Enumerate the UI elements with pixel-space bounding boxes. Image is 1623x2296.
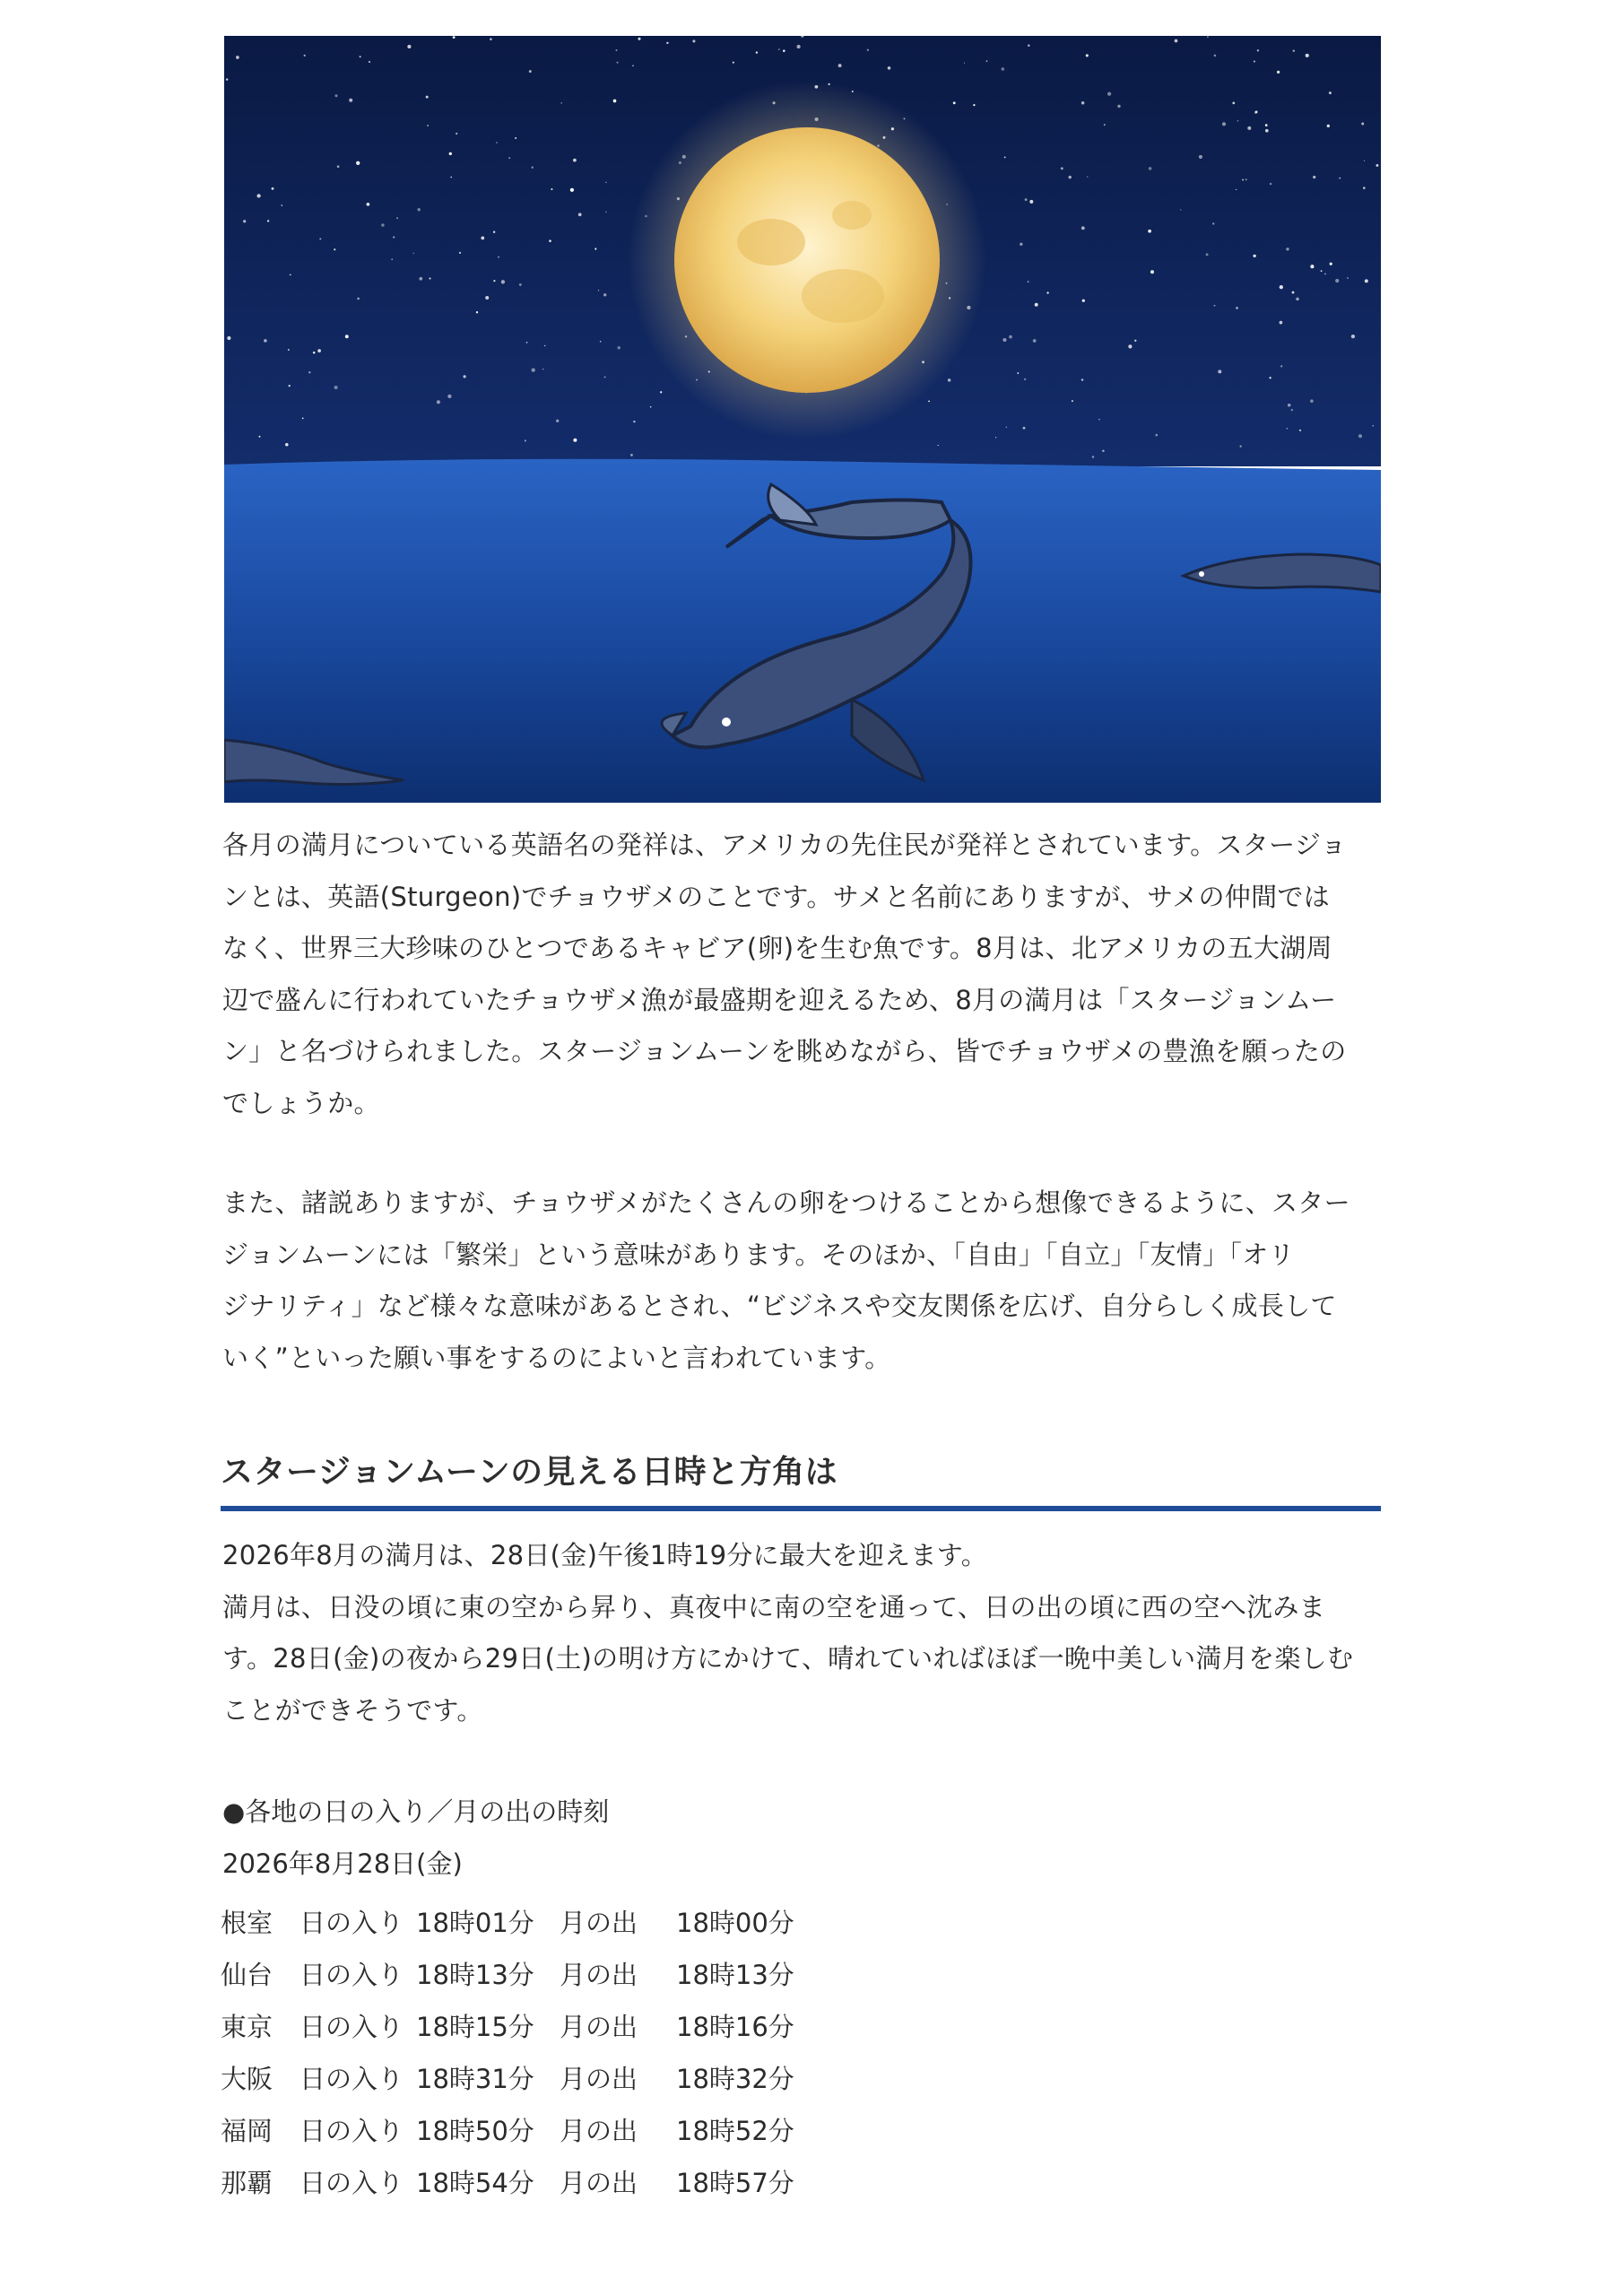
star xyxy=(1376,164,1378,167)
star xyxy=(613,100,617,103)
star xyxy=(1098,419,1099,420)
city-name: 那覇 xyxy=(221,2167,273,2198)
star xyxy=(1280,321,1283,325)
star xyxy=(1269,377,1271,378)
star xyxy=(1310,265,1314,268)
star xyxy=(1148,230,1151,233)
star xyxy=(1242,179,1244,181)
star xyxy=(1236,189,1237,190)
star xyxy=(1363,187,1366,189)
star xyxy=(337,165,340,168)
star xyxy=(456,133,457,135)
star xyxy=(615,49,617,51)
text-line: でしょうか。 xyxy=(222,1087,380,1118)
text-line: 満月は、日没の頃に東の空から昇り、真夜中に南の空を通って、日の出の頃に西の空へ沈みま xyxy=(222,1591,1326,1622)
section-heading: スタージョンムーンの見える日時と方角は xyxy=(221,1454,838,1491)
star xyxy=(1134,340,1136,342)
star xyxy=(532,368,535,371)
star xyxy=(227,336,230,340)
star xyxy=(638,38,640,40)
moon-crater xyxy=(737,219,805,265)
star xyxy=(605,211,607,213)
sunset-time: 18時13分 xyxy=(416,1959,534,1990)
star xyxy=(598,290,599,291)
text-line: ジョンムーンには「繁栄」という意味があります。そのほか、「自由」「自立」「友情」「オリ xyxy=(222,1239,1295,1270)
star xyxy=(1199,155,1202,159)
star xyxy=(308,371,310,373)
star xyxy=(356,161,360,165)
star xyxy=(551,188,552,190)
star xyxy=(1247,126,1251,130)
star xyxy=(381,223,385,227)
star xyxy=(1291,409,1293,411)
intro-paragraph xyxy=(222,820,1388,1129)
star xyxy=(632,65,634,66)
star xyxy=(928,401,930,403)
star xyxy=(450,177,452,178)
star xyxy=(285,443,289,447)
star xyxy=(1296,298,1299,301)
moonrise-time: 18時52分 xyxy=(676,2115,794,2146)
star xyxy=(288,349,290,351)
moonrise-time: 18時57分 xyxy=(676,2167,794,2198)
star xyxy=(1207,36,1209,38)
star xyxy=(493,280,495,282)
text-line: ことができそうです。 xyxy=(222,1694,483,1726)
sunset-label: 日の入り xyxy=(299,1907,404,1938)
star xyxy=(542,369,543,370)
star xyxy=(272,187,274,190)
sunset-label: 日の入り xyxy=(299,2011,404,2042)
star xyxy=(1028,44,1030,47)
star xyxy=(1009,335,1012,339)
star xyxy=(1128,344,1132,348)
star xyxy=(419,277,422,281)
moonrise-label: 月の出 xyxy=(560,1959,638,1990)
star xyxy=(1237,120,1239,122)
table-row xyxy=(221,2103,794,2155)
star xyxy=(427,125,429,126)
star xyxy=(1335,279,1339,283)
star xyxy=(1069,176,1072,178)
star xyxy=(447,395,451,398)
sunset-time: 18時31分 xyxy=(416,2063,534,2094)
city-name: 福岡 xyxy=(221,2115,273,2146)
star xyxy=(367,203,370,206)
star xyxy=(573,439,577,442)
star xyxy=(1020,243,1022,246)
star xyxy=(783,49,785,52)
moon-crater xyxy=(832,201,872,230)
star xyxy=(1025,198,1028,201)
text-line: また、諸説ありますが、チョウザメがたくさんの卵をつけることから想像できるように、スター xyxy=(222,1187,1350,1218)
star xyxy=(1254,61,1255,63)
table-row xyxy=(221,1947,794,1999)
star xyxy=(317,349,321,352)
star xyxy=(1218,370,1221,373)
star xyxy=(1081,378,1084,381)
star xyxy=(1292,291,1295,294)
star xyxy=(525,439,526,441)
star xyxy=(243,220,246,222)
star xyxy=(630,454,633,457)
star xyxy=(396,217,398,219)
star xyxy=(1024,378,1026,380)
star xyxy=(1330,263,1332,265)
star xyxy=(1082,300,1085,302)
star xyxy=(498,257,499,258)
star xyxy=(496,142,497,143)
star xyxy=(407,45,411,48)
star xyxy=(633,421,635,422)
star xyxy=(515,137,516,139)
star xyxy=(1280,285,1283,289)
text-line: 辺で盛んに行われていたチョウザメ漁が最盛期を迎えるため、8月の満月は「スタージョンムー xyxy=(222,984,1337,1015)
text-line: ジナリティ」など様々な意味があるとされ、“ビジネスや交友関係を広げ、自分らしく成長して xyxy=(222,1291,1337,1321)
text-line: 各月の満月についている英語名の発祥は、アメリカの先住民が発祥とされています。スタージョ xyxy=(222,830,1347,860)
star xyxy=(1222,122,1226,126)
times-table xyxy=(221,1895,794,2207)
star xyxy=(369,61,370,63)
sunset-time: 18時54分 xyxy=(416,2167,534,2198)
star xyxy=(345,335,349,338)
text-line: ン」と名づけられました。スタージョンムーンを眺めながら、皆でチョウザメの豊漁を願ったの xyxy=(222,1036,1347,1066)
star xyxy=(1365,279,1368,283)
star xyxy=(1004,156,1006,158)
star xyxy=(1286,248,1289,250)
star xyxy=(481,237,484,240)
star xyxy=(1017,372,1019,374)
city-name: 仙台 xyxy=(221,1959,273,1990)
star xyxy=(357,298,360,300)
star xyxy=(1313,176,1315,178)
star xyxy=(1287,428,1288,429)
star xyxy=(493,231,495,233)
text-line: いく”といった願い事をするのによいと言われています。 xyxy=(222,1342,891,1373)
star xyxy=(1310,399,1314,403)
star xyxy=(666,42,668,44)
times-list-date: 2026年8月28日(金) xyxy=(222,1848,463,1879)
star xyxy=(391,258,393,260)
star xyxy=(449,152,452,155)
star xyxy=(236,56,239,59)
star xyxy=(570,188,574,192)
city-name: 大阪 xyxy=(221,2063,273,2094)
star xyxy=(1214,305,1216,307)
star xyxy=(437,400,440,404)
sunset-label: 日の入り xyxy=(299,1959,404,1990)
star xyxy=(605,182,606,183)
star xyxy=(430,278,431,280)
star xyxy=(778,48,780,50)
star xyxy=(256,194,260,197)
star xyxy=(1265,129,1269,133)
star xyxy=(1033,339,1037,343)
star xyxy=(1240,446,1242,448)
star xyxy=(529,70,532,73)
moonrise-time: 18時32分 xyxy=(676,2063,794,2094)
star xyxy=(1029,200,1033,204)
moonrise-label: 月の出 xyxy=(560,2115,638,2146)
city-name: 東京 xyxy=(221,2011,273,2042)
star xyxy=(289,385,291,387)
star xyxy=(335,94,338,97)
moonrise-label: 月の出 xyxy=(560,2011,638,2042)
star xyxy=(560,102,562,104)
star xyxy=(986,60,988,62)
star xyxy=(1072,400,1073,402)
star xyxy=(953,101,956,104)
star xyxy=(1081,226,1085,230)
star xyxy=(1236,307,1238,309)
table-row xyxy=(221,2155,794,2207)
star xyxy=(1232,102,1235,105)
star xyxy=(544,345,545,346)
sunset-label: 日の入り xyxy=(299,2115,404,2146)
star xyxy=(948,378,951,382)
moonrise-time: 18時00分 xyxy=(676,1907,794,1938)
star xyxy=(282,204,283,206)
star xyxy=(1081,101,1085,105)
star xyxy=(1299,430,1301,431)
star xyxy=(1351,335,1355,338)
star xyxy=(1206,253,1209,256)
star xyxy=(1102,449,1105,452)
star xyxy=(650,406,652,408)
star xyxy=(1321,270,1323,272)
star xyxy=(290,274,291,276)
star xyxy=(1155,434,1158,437)
star xyxy=(1117,105,1120,108)
star xyxy=(334,386,337,389)
star xyxy=(660,391,662,393)
star xyxy=(1339,178,1341,179)
sunset-label: 日の入り xyxy=(299,2063,404,2094)
star xyxy=(319,238,321,239)
star xyxy=(549,239,551,242)
star xyxy=(349,99,352,102)
full-moon-illustration xyxy=(224,36,1381,803)
star xyxy=(838,64,842,67)
star xyxy=(1061,167,1063,170)
star xyxy=(733,62,734,64)
star xyxy=(413,253,414,254)
star xyxy=(1002,67,1004,70)
star xyxy=(1361,123,1364,126)
star xyxy=(508,157,510,159)
star xyxy=(603,293,606,296)
sunset-time: 18時15分 xyxy=(416,2011,534,2042)
star xyxy=(1327,125,1330,127)
star xyxy=(259,436,261,438)
star xyxy=(1175,39,1178,43)
star xyxy=(1104,124,1106,126)
star xyxy=(1086,54,1089,57)
star xyxy=(1358,434,1362,438)
star xyxy=(1270,183,1272,186)
star xyxy=(1280,365,1282,367)
star xyxy=(393,236,395,238)
star xyxy=(1006,427,1007,428)
star xyxy=(313,352,316,354)
moonrise-label: 月の出 xyxy=(560,2063,638,2094)
sunset-label: 日の入り xyxy=(299,2167,404,2198)
star xyxy=(938,445,939,446)
times-list-title: ●各地の日の入り／月の出の時刻 xyxy=(222,1796,610,1827)
star xyxy=(995,437,996,438)
star xyxy=(600,341,602,343)
star xyxy=(595,248,596,249)
star xyxy=(1092,456,1095,458)
table-row xyxy=(221,1999,794,2051)
text-line: なく、世界三大珍味のひとつであるキャビア(卵)を生む魚です。8月は、北アメリカの五大湖周 xyxy=(222,933,1332,963)
star xyxy=(1324,274,1326,275)
star xyxy=(453,36,456,39)
star xyxy=(463,375,465,378)
star xyxy=(1046,291,1048,293)
star xyxy=(1373,425,1374,426)
star xyxy=(1150,270,1154,274)
star xyxy=(1257,49,1259,51)
star xyxy=(1087,176,1088,177)
star xyxy=(578,213,582,216)
star xyxy=(973,104,975,106)
star xyxy=(1212,222,1214,224)
star xyxy=(302,418,304,420)
sunset-time: 18時01分 xyxy=(416,1907,534,1938)
star xyxy=(1347,277,1349,279)
star xyxy=(617,62,619,64)
star xyxy=(1265,124,1268,126)
moonrise-time: 18時16分 xyxy=(676,2011,794,2042)
star xyxy=(796,45,800,48)
city-name: 根室 xyxy=(221,1907,273,1938)
star xyxy=(264,339,267,343)
star xyxy=(304,55,306,57)
star xyxy=(1107,92,1111,96)
star xyxy=(1288,404,1291,407)
meaning-paragraph xyxy=(222,1178,1388,1384)
star xyxy=(360,56,361,57)
star xyxy=(334,248,335,250)
table-row xyxy=(221,1895,794,1947)
star xyxy=(556,420,559,422)
viewing-paragraph xyxy=(222,1530,1388,1736)
star xyxy=(888,66,891,70)
star xyxy=(573,159,577,162)
star xyxy=(519,283,522,286)
star xyxy=(1277,71,1280,74)
star xyxy=(1028,281,1029,283)
star xyxy=(426,96,429,99)
text-line: す。28日(金)の夜から29日(土)の明け方にかけて、晴れていればほぼ一晩中美しい満月を楽しむ xyxy=(222,1643,1354,1674)
moon-crater xyxy=(802,269,884,323)
star xyxy=(1002,338,1006,342)
table-row xyxy=(221,2051,794,2103)
star xyxy=(485,296,489,300)
star xyxy=(531,166,533,168)
moonrise-time: 18時13分 xyxy=(676,1959,794,1990)
star xyxy=(617,346,621,350)
star xyxy=(1306,54,1309,57)
star xyxy=(1245,178,1247,180)
star xyxy=(964,63,965,64)
star xyxy=(1214,55,1217,57)
star xyxy=(459,252,461,254)
sunset-time: 18時50分 xyxy=(416,2115,534,2146)
star xyxy=(267,220,269,222)
star xyxy=(1149,167,1152,170)
star xyxy=(476,311,478,313)
star xyxy=(1329,91,1332,94)
star xyxy=(1255,110,1258,113)
star xyxy=(226,78,228,80)
text-line: 2026年8月の満月は、28日(金)午後1時19分に最大を迎えます。 xyxy=(222,1540,988,1570)
star xyxy=(756,51,758,53)
star xyxy=(490,38,492,40)
moonrise-label: 月の出 xyxy=(560,2167,638,2198)
full-moon xyxy=(674,127,940,393)
heading-rule xyxy=(221,1506,1381,1511)
star xyxy=(1293,49,1295,51)
star xyxy=(1180,209,1181,210)
illustration-svg xyxy=(224,36,1381,803)
moonrise-label: 月の出 xyxy=(560,1907,638,1938)
star xyxy=(604,376,606,378)
star xyxy=(867,49,869,51)
star xyxy=(418,208,421,211)
star xyxy=(692,39,695,42)
star xyxy=(501,280,505,283)
star xyxy=(1035,303,1038,307)
star xyxy=(1023,427,1026,430)
star xyxy=(526,342,527,343)
star xyxy=(1254,255,1256,257)
text-line: ンとは、英語(Sturgeon)でチョウザメのことです。サメと名前にありますが、サメの仲間では xyxy=(222,881,1331,912)
